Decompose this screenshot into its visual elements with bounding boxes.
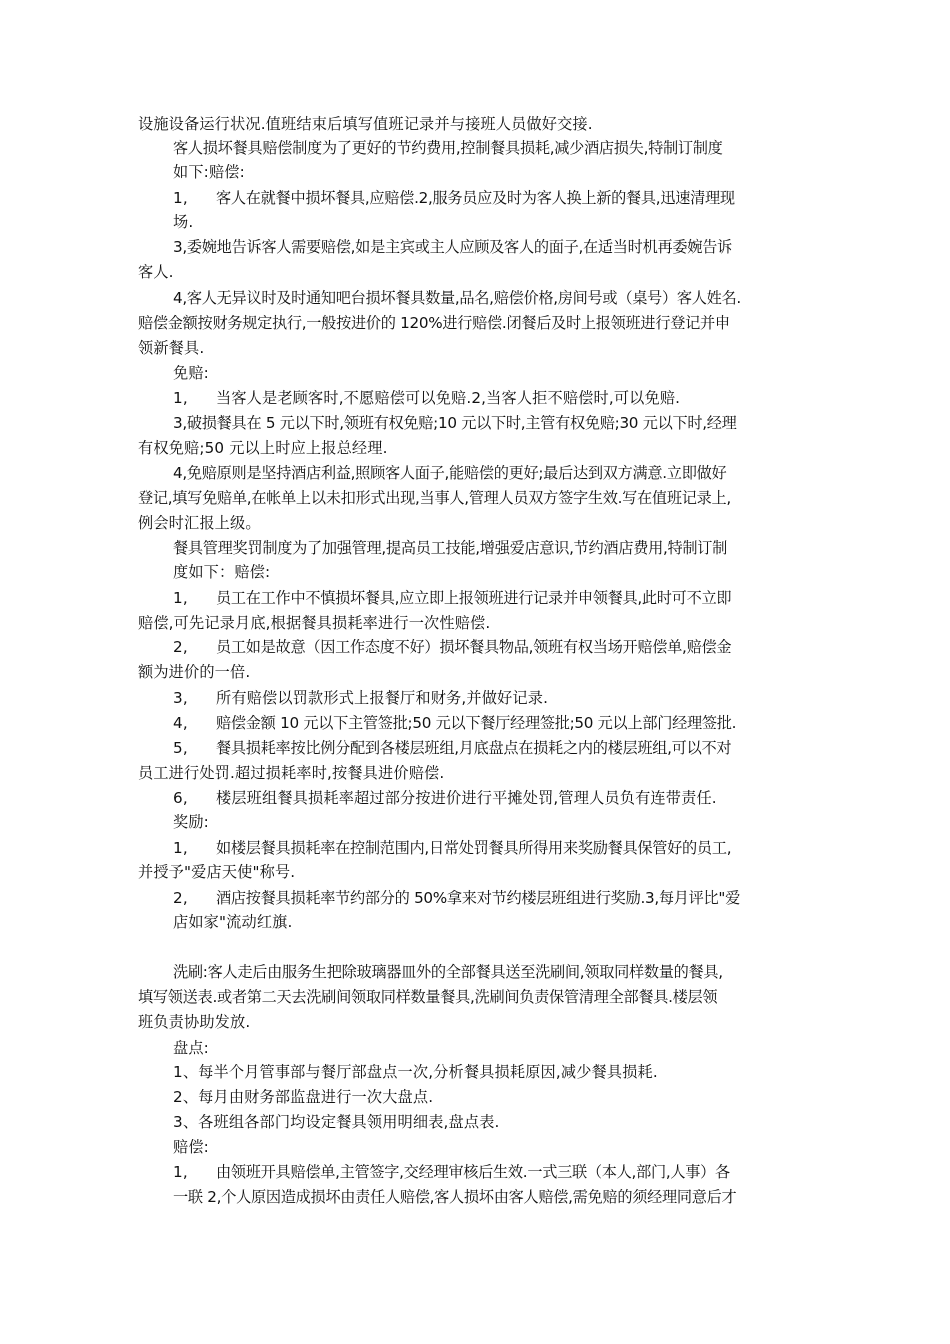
text-line: 由领班开具赔偿单,主管签字,交经理审核后生效.一式三联（本人,部门,人事）各 — [216, 1163, 730, 1181]
text-line: 场. — [173, 213, 194, 231]
text-line: 4,客人无异议时及时通知吧台损坏餐具数量,品名,赔偿价格,房间号或（桌号）客人姓名. — [173, 289, 741, 307]
text-line: 赔偿金额按财务规定执行,一般按进价的 120%进行赔偿.闭餐后及时上报领班进行登记并申 — [138, 314, 730, 332]
text-line: 登记,填写免赔单,在帐单上以未扣形式出现,当事人,管理人员双方签字生效.写在值班记录上, — [138, 489, 731, 507]
text-line: 4,免赔原则是坚持酒店利益,照顾客人面子,能赔偿的更好;最后达到双方满意.立即做好 — [173, 464, 727, 482]
list-number: 1, — [173, 839, 188, 857]
text-line: 如楼层餐具损耗率在控制范围内,日常处罚餐具所得用来奖励餐具保管好的员工, — [216, 839, 732, 857]
text-line: 3,破损餐具在 5 元以下时,领班有权免赔;10 元以下时,主管有权免赔;30 元以下时,经理 — [173, 414, 737, 432]
text-line: 度如下：赔偿: — [173, 563, 271, 581]
list-number: 6, — [173, 789, 188, 807]
list-number: 1, — [173, 189, 188, 207]
text-line: 餐具损耗率按比例分配到各楼层班组,月底盘点在损耗之内的楼层班组,可以不对 — [216, 739, 732, 757]
list-number: 3, — [173, 689, 188, 707]
text-line: 赔偿: — [173, 1138, 209, 1156]
text-line: 赔偿,可先记录月底,根据餐具损耗率进行一次性赔偿. — [138, 614, 491, 632]
text-line: 3、各班组各部门均设定餐具领用明细表,盘点表. — [173, 1113, 500, 1131]
text-line: 员工在工作中不慎损坏餐具,应立即上报领班进行记录并申领餐具,此时可不立即 — [216, 589, 732, 607]
text-line: 员工如是故意（因工作态度不好）损坏餐具物品,领班有权当场开赔偿单,赔偿金 — [216, 638, 732, 656]
text-line: 一联 2,个人原因造成损坏由责任人赔偿,客人损坏由客人赔偿,需免赔的须经理同意后才 — [173, 1188, 737, 1206]
list-number: 1, — [173, 1163, 188, 1181]
text-line: 1、每半个月管事部与餐厅部盘点一次,分析餐具损耗原因,减少餐具损耗. — [173, 1063, 658, 1081]
text-line: 3,委婉地告诉客人需要赔偿,如是主宾或主人应顾及客人的面子,在适当时机再委婉告诉 — [173, 238, 732, 256]
text-line: 当客人是老顾客时,不愿赔偿可以免赔.2,当客人拒不赔偿时,可以免赔. — [216, 389, 681, 407]
list-number: 2, — [173, 889, 188, 907]
text-line: 领新餐具. — [138, 339, 205, 357]
text-line: 如下:赔偿: — [173, 163, 245, 181]
text-line: 有权免赔;50 元以上时应上报总经理. — [138, 439, 388, 457]
list-number: 5, — [173, 739, 188, 757]
list-number: 1, — [173, 589, 188, 607]
text-line: 员工进行处罚.超过损耗率时,按餐具进价赔偿. — [138, 764, 445, 782]
text-line: 设施设备运行状况.值班结束后填写值班记录并与接班人员做好交接. — [138, 115, 593, 133]
text-line: 酒店按餐具损耗率节约部分的 50%拿来对节约楼层班组进行奖励.3,每月评比"爱 — [216, 889, 741, 907]
text-line: 奖励: — [173, 813, 209, 831]
list-number: 1, — [173, 389, 188, 407]
text-line: 洗刷:客人走后由服务生把除玻璃器皿外的全部餐具送至洗刷间,领取同样数量的餐具, — [173, 963, 723, 981]
list-number: 4, — [173, 714, 188, 732]
text-line: 填写领送表.或者第二天去洗刷间领取同样数量餐具,洗刷间负责保管清理全部餐具.楼层领 — [138, 988, 718, 1006]
text-line: 餐具管理奖罚制度为了加强管理,提高员工技能,增强爱店意识,节约酒店费用,特制订制 — [173, 539, 728, 557]
text-line: 客人损坏餐具赔偿制度为了更好的节约费用,控制餐具损耗,减少酒店损失,特制订制度 — [173, 139, 723, 157]
text-line: 2、每月由财务部监盘进行一次大盘点. — [173, 1088, 434, 1106]
text-line: 免赔: — [173, 364, 209, 382]
text-line: 额为进价的一倍. — [138, 663, 251, 681]
text-line: 客人. — [138, 263, 174, 281]
text-line: 店如家"流动红旗. — [173, 913, 293, 931]
text-line: 客人在就餐中损坏餐具,应赔偿.2,服务员应及时为客人换上新的餐具,迅速清理现 — [216, 189, 735, 207]
text-line: 所有赔偿以罚款形式上报餐厅和财务,并做好记录. — [216, 689, 549, 707]
text-line: 并授予"爱店天使"称号. — [138, 863, 296, 881]
list-number: 2, — [173, 638, 188, 656]
text-line: 例会时汇报上级。 — [138, 514, 261, 532]
text-line: 楼层班组餐具损耗率超过部分按进价进行平摊处罚,管理人员负有连带责任. — [216, 789, 717, 807]
text-line: 班负责协助发放. — [138, 1013, 251, 1031]
text-line: 盘点: — [173, 1039, 209, 1057]
text-line: 赔偿金额 10 元以下主管签批;50 元以下餐厅经理签批;50 元以上部门经理签批. — [216, 714, 737, 732]
